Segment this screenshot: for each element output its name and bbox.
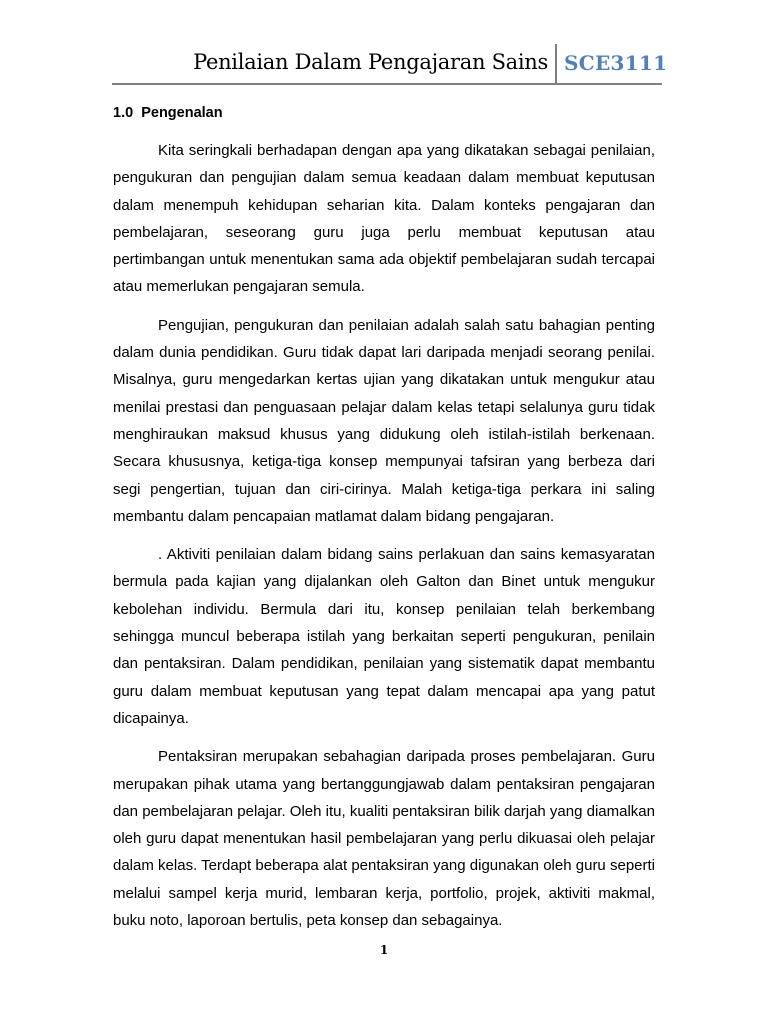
header-rule xyxy=(112,83,662,85)
header-title: Penilaian Dalam Pengajaran Sains xyxy=(193,50,548,74)
document-body xyxy=(113,101,655,945)
page-number: 1 xyxy=(379,943,389,957)
paragraph-1: Kita seringkali berhadapan dengan apa yang dikatakan sebagai penilaian, pengukuran dan pengujian dalam semua keadaan dalam membuat keputusan dalam menempuh kehidupan seharian kita. Dalam konteks pengajaran dan pembelajaran, seseorang guru juga perlu membuat keputusan atau pertimbangan untuk menentukan sama ada objektif pembelajaran sudah tercapai atau memerlukan pengajaran semula. xyxy=(113,142,655,296)
course-code: SCE3111 xyxy=(564,51,668,75)
page-header xyxy=(112,44,668,86)
paragraph-2: Pengujian, pengukuran dan penilaian adalah salah satu bahagian penting dalam dunia pendidikan. Guru tidak dapat lari daripada menjadi seorang penilai. Misalnya, guru mengedarkan kertas ujian yang dikatakan untuk mengukur atau menilai prestasi dan penguasaan pelajar dalam kelas tetapi selalunya guru tidak menghiraukan maksud khusus yang didukung oleh istilah-istilah berkenaan. Secara khususnya, ketiga-tiga konsep mempunyai tafsiran yang berbeza dari segi pengertian, tujuan dan ciri-cirinya. Malah ketiga-tiga perkara ini saling membantu dalam pencapaian matlamat dalam bidang pengajaran. xyxy=(113,316,655,525)
paragraph-4: Pentaksiran merupakan sebahagian daripada proses pembelajaran. Guru merupakan pihak utama yang bertanggungjawab dalam pentaksiran pengajaran dan pembelajaran pelajar. Oleh itu, kualiti pentaksiran bilik darjah yang diamalkan oleh guru dapat menentukan hasil pembelajaran yang perlu dikuasai oleh pelajar dalam kelas. Terdapt beberapa alat pentaksiran yang digunakan oleh guru seperti melalui sampel kerja murid, lembaran kerja, portfolio, projek, aktiviti makmal, buku noto, laporoan bertulis, peta konsep dan sebagainya. xyxy=(113,748,655,930)
paragraph-3: . Aktiviti penilaian dalam bidang sains perlakuan dan sains kemasyaratan bermula pada kajian yang dijalankan oleh Galton dan Binet untuk mengukur kebolehan individu. Bermula dari itu, konsep penilaian telah berkembang sehingga muncul beberapa istilah yang berkaitan seperti pengukuran, penilain dan pentaksiran. Dalam pendidikan, penilaian yang sistematik dapat membantu guru dalam membuat keputusan yang tepat dalam mencapai apa yang patut dicapainya. xyxy=(113,546,655,727)
section-heading: 1.0 Pengenalan xyxy=(113,105,223,121)
header-separator xyxy=(555,44,557,84)
